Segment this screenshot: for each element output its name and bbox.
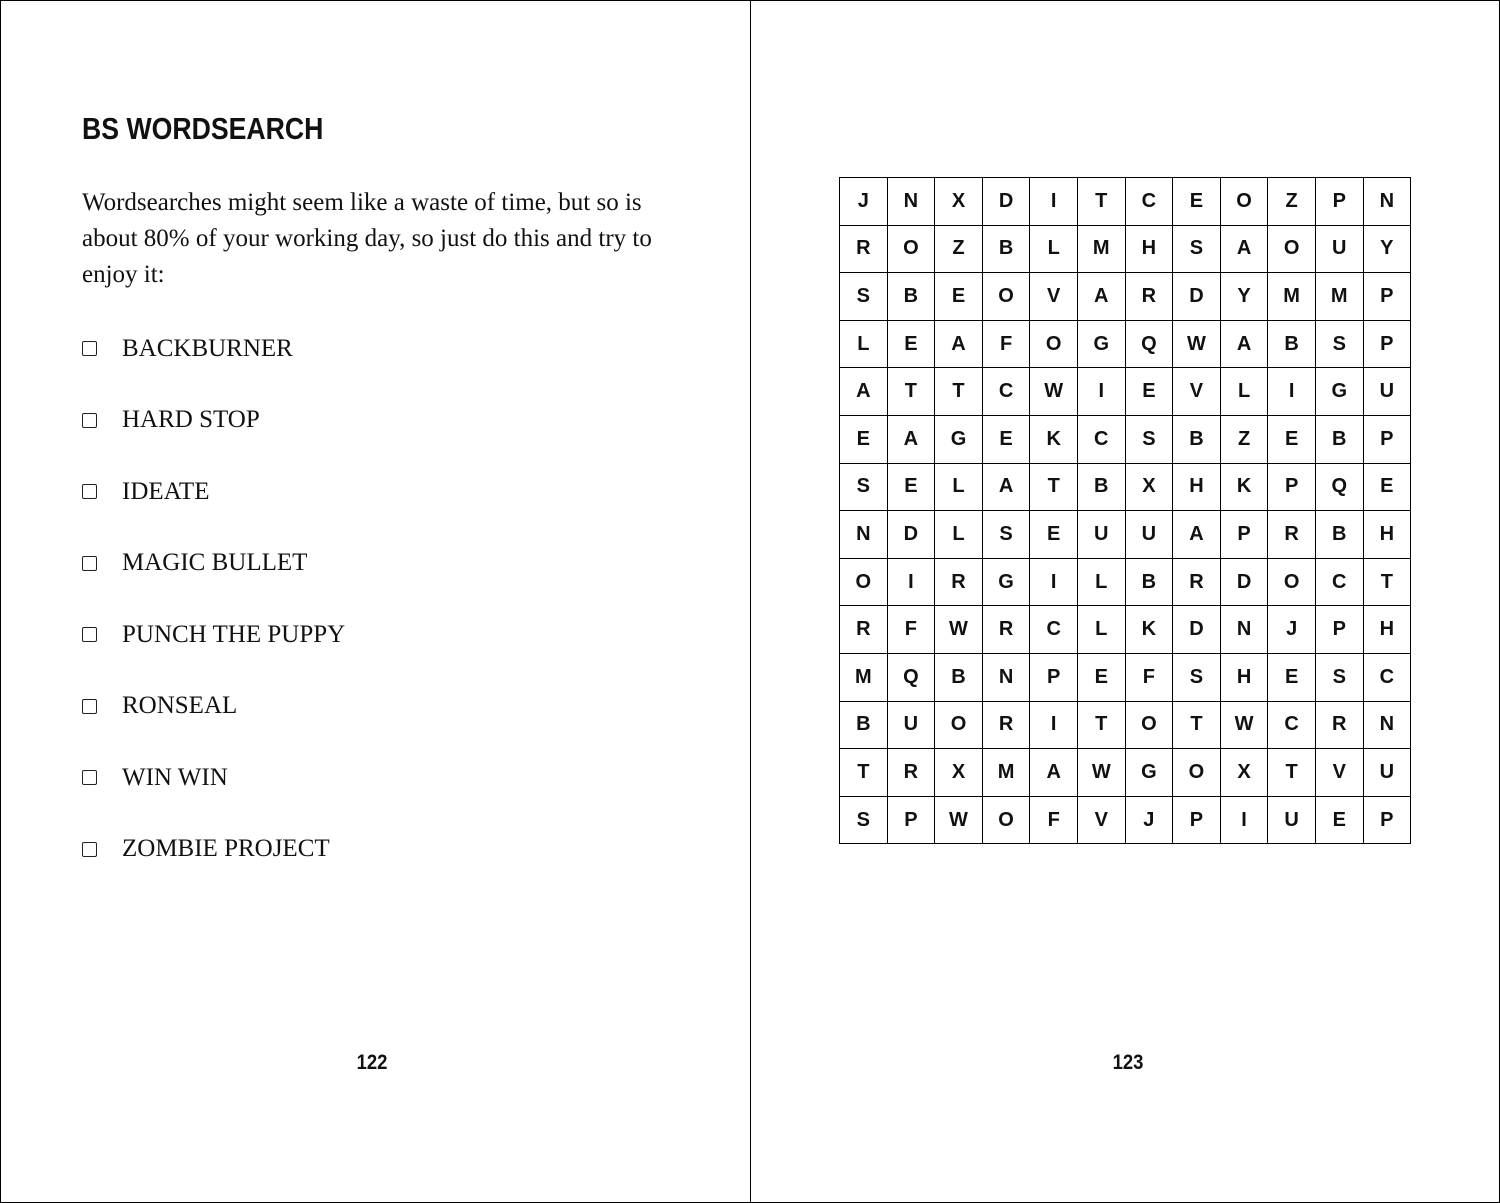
grid-cell[interactable]: L [1030,225,1078,273]
grid-cell[interactable]: L [840,320,888,368]
grid-cell[interactable]: M [982,749,1030,797]
left-page [1,1,750,1202]
intro-text: Wordsearches might seem like a waste of time, but so is about 80% of your working day, so just do this and try to enjoy it: [82,189,652,288]
grid-cell[interactable]: C [1030,606,1078,654]
grid-cell[interactable]: E [1030,511,1078,559]
grid-cell[interactable]: W [1173,320,1221,368]
grid-cell[interactable]: E [887,463,935,511]
grid-cell[interactable]: E [935,273,983,321]
grid-cell[interactable]: B [1077,463,1125,511]
grid-cell[interactable]: H [1173,463,1221,511]
grid-cell[interactable]: A [982,463,1030,511]
grid-cell[interactable]: Z [935,225,983,273]
grid-cell[interactable]: Y [1363,225,1411,273]
grid-cell[interactable]: K [1220,463,1268,511]
word-list-item [82,403,345,438]
grid-cell[interactable]: D [1173,273,1221,321]
grid-row [840,796,1411,844]
grid-cell[interactable]: N [1363,701,1411,749]
grid-cell[interactable]: B [1268,320,1316,368]
grid-cell[interactable]: E [1173,178,1221,226]
grid-cell[interactable]: E [1077,653,1125,701]
grid-cell[interactable]: O [1173,749,1221,797]
grid-cell[interactable]: A [1077,273,1125,321]
grid-cell[interactable]: Y [1220,273,1268,321]
grid-row [840,749,1411,797]
word-label: BACKBURNER [122,334,293,362]
grid-cell[interactable]: Q [1125,320,1173,368]
page-number-left: 122 [356,1051,388,1074]
grid-cell[interactable]: T [1363,558,1411,606]
checkbox-icon[interactable] [82,556,97,571]
grid-cell[interactable]: H [1220,653,1268,701]
grid-row [840,320,1411,368]
word-list-item [82,617,345,652]
grid-cell[interactable]: T [840,749,888,797]
grid-cell[interactable]: I [1077,368,1125,416]
grid-cell[interactable]: I [887,558,935,606]
grid-row [840,511,1411,559]
word-label: WIN WIN [122,763,228,791]
grid-cell[interactable]: E [887,320,935,368]
grid-cell[interactable]: W [1030,368,1078,416]
checkbox-icon[interactable] [82,413,97,428]
grid-cell[interactable]: B [1315,511,1363,559]
grid-cell[interactable]: P [1363,415,1411,463]
grid-cell[interactable]: I [1030,701,1078,749]
grid-cell[interactable]: E [982,415,1030,463]
grid-cell[interactable]: O [982,273,1030,321]
grid-cell[interactable]: N [1220,606,1268,654]
grid-cell[interactable]: A [887,415,935,463]
grid-cell[interactable]: P [1268,463,1316,511]
grid-cell[interactable]: Z [1268,178,1316,226]
grid-cell[interactable]: Q [1315,463,1363,511]
grid-cell[interactable]: T [1030,463,1078,511]
grid-cell[interactable]: S [840,463,888,511]
grid-cell[interactable]: O [1125,701,1173,749]
grid-cell[interactable]: D [982,178,1030,226]
grid-row [840,701,1411,749]
grid-cell[interactable]: G [1125,749,1173,797]
grid-cell[interactable]: P [1315,178,1363,226]
word-list [82,331,345,903]
grid-cell[interactable]: S [1173,653,1221,701]
grid-cell[interactable]: U [1363,749,1411,797]
word-list-item [82,760,345,795]
grid-cell[interactable]: A [1030,749,1078,797]
checkbox-icon[interactable] [82,627,97,642]
page-title: BS WORDSEARCH [82,111,324,146]
grid-cell[interactable]: Q [887,653,935,701]
grid-cell[interactable]: I [1268,368,1316,416]
grid-cell[interactable]: M [1268,273,1316,321]
grid-cell[interactable]: R [1173,558,1221,606]
grid-cell[interactable]: R [935,558,983,606]
grid-cell[interactable]: U [1125,511,1173,559]
grid-row [840,558,1411,606]
checkbox-icon[interactable] [82,770,97,785]
grid-cell[interactable]: L [1077,558,1125,606]
grid-cell[interactable]: A [935,320,983,368]
grid-cell[interactable]: T [1173,701,1221,749]
grid-cell[interactable]: N [887,178,935,226]
grid-cell[interactable]: W [935,606,983,654]
grid-cell[interactable]: F [1125,653,1173,701]
grid-cell[interactable]: P [1030,653,1078,701]
word-list-item [82,331,345,366]
grid-cell[interactable]: D [1173,606,1221,654]
grid-cell[interactable]: R [840,225,888,273]
grid-cell[interactable]: X [1125,463,1173,511]
grid-cell[interactable]: J [840,178,888,226]
grid-cell[interactable]: E [840,415,888,463]
grid-cell[interactable]: Z [1220,415,1268,463]
grid-cell[interactable]: R [840,606,888,654]
grid-cell[interactable]: W [1077,749,1125,797]
grid-cell[interactable]: O [982,796,1030,844]
grid-cell[interactable]: T [1077,178,1125,226]
grid-cell[interactable]: B [1125,558,1173,606]
grid-row [840,606,1411,654]
grid-cell[interactable]: K [1125,606,1173,654]
grid-cell[interactable]: B [887,273,935,321]
grid-cell[interactable]: P [1315,606,1363,654]
grid-cell[interactable]: G [935,415,983,463]
grid-row [840,415,1411,463]
grid-cell[interactable]: B [982,225,1030,273]
grid-cell[interactable]: U [1363,368,1411,416]
grid-cell[interactable]: P [1363,796,1411,844]
grid-cell[interactable]: E [1315,796,1363,844]
grid-cell[interactable]: K [1030,415,1078,463]
grid-cell[interactable]: I [1030,558,1078,606]
grid-cell[interactable]: V [1173,368,1221,416]
grid-cell[interactable]: N [982,653,1030,701]
grid-cell[interactable]: V [1030,273,1078,321]
grid-cell[interactable]: P [887,796,935,844]
word-label: HARD STOP [122,406,260,433]
word-label: RONSEAL [122,692,238,719]
word-list-item [82,546,345,581]
grid-cell[interactable]: T [1077,701,1125,749]
grid-cell[interactable]: P [1363,273,1411,321]
grid-cell[interactable]: P [1173,796,1221,844]
grid-cell[interactable]: J [1268,606,1316,654]
grid-cell[interactable]: S [840,796,888,844]
grid-cell[interactable]: B [840,701,888,749]
grid-cell[interactable]: L [1220,368,1268,416]
grid-cell[interactable]: O [1030,320,1078,368]
grid-cell[interactable]: T [1268,749,1316,797]
grid-cell[interactable]: B [1173,415,1221,463]
grid-cell[interactable]: C [1315,558,1363,606]
grid-cell[interactable]: W [935,796,983,844]
grid-cell[interactable]: B [1315,415,1363,463]
grid-cell[interactable]: S [982,511,1030,559]
grid-cell[interactable]: M [840,653,888,701]
grid-cell[interactable]: O [935,701,983,749]
grid-cell[interactable]: X [1220,749,1268,797]
checkbox-icon[interactable] [82,484,97,499]
grid-cell[interactable]: H [1125,225,1173,273]
grid-cell[interactable]: X [935,178,983,226]
grid-cell[interactable]: F [887,606,935,654]
grid-cell[interactable]: G [1077,320,1125,368]
grid-cell[interactable]: E [1268,653,1316,701]
grid-cell[interactable]: E [1125,368,1173,416]
word-label: ZOMBIE PROJECT [122,835,330,862]
grid-cell[interactable]: U [1077,511,1125,559]
grid-cell[interactable]: C [1125,178,1173,226]
grid-row [840,653,1411,701]
grid-cell[interactable]: R [982,701,1030,749]
grid-cell[interactable]: E [1268,415,1316,463]
grid-cell[interactable]: H [1363,606,1411,654]
grid-cell[interactable]: D [887,511,935,559]
word-list-item [82,689,345,724]
grid-cell[interactable]: G [1315,368,1363,416]
right-page [751,1,1499,1202]
grid-cell[interactable]: D [1220,558,1268,606]
grid-cell[interactable]: L [935,463,983,511]
grid-row [840,178,1411,226]
grid-cell[interactable]: O [840,558,888,606]
grid-cell[interactable]: R [887,749,935,797]
grid-cell[interactable]: R [1125,273,1173,321]
grid-cell[interactable]: U [1268,796,1316,844]
grid-cell[interactable]: H [1363,511,1411,559]
grid-cell[interactable]: S [1173,225,1221,273]
wordsearch-grid [839,177,1411,844]
grid-cell[interactable]: T [887,368,935,416]
grid-row [840,463,1411,511]
grid-cell[interactable]: M [1077,225,1125,273]
grid-cell[interactable]: P [1363,320,1411,368]
grid-cell[interactable]: T [935,368,983,416]
grid-row [840,225,1411,273]
grid-cell[interactable]: C [1077,415,1125,463]
grid-cell[interactable]: L [935,511,983,559]
word-label: IDEATE [122,477,210,505]
grid-cell[interactable]: J [1125,796,1173,844]
grid-cell[interactable]: V [1315,749,1363,797]
word-label: PUNCH THE PUPPY [122,620,346,648]
grid-cell[interactable]: N [1363,178,1411,226]
grid-cell[interactable]: S [1125,415,1173,463]
grid-cell[interactable]: O [1268,225,1316,273]
grid-cell[interactable]: I [1030,178,1078,226]
word-list-item [82,474,345,509]
grid-cell[interactable]: X [935,749,983,797]
grid-row [840,273,1411,321]
grid-cell[interactable]: O [887,225,935,273]
grid-cell[interactable]: E [1363,463,1411,511]
grid-cell[interactable]: F [1030,796,1078,844]
grid-cell[interactable]: R [1268,511,1316,559]
checkbox-icon[interactable] [82,842,97,857]
grid-cell[interactable]: G [982,558,1030,606]
grid-cell[interactable]: L [1077,606,1125,654]
grid-cell[interactable]: N [840,511,888,559]
grid-cell[interactable]: S [1315,653,1363,701]
grid-cell[interactable]: A [1173,511,1221,559]
grid-cell[interactable]: A [1220,320,1268,368]
grid-cell[interactable]: F [982,320,1030,368]
grid-cell[interactable]: W [1220,701,1268,749]
grid-cell[interactable]: P [1220,511,1268,559]
grid-cell[interactable]: C [982,368,1030,416]
grid-cell[interactable]: M [1315,273,1363,321]
grid-cell[interactable]: B [935,653,983,701]
word-list-item [82,832,345,867]
grid-cell[interactable]: C [1268,701,1316,749]
grid-cell[interactable]: S [1315,320,1363,368]
grid-cell[interactable]: U [1315,225,1363,273]
grid-cell[interactable]: I [1220,796,1268,844]
grid-cell[interactable]: S [840,273,888,321]
grid-cell[interactable]: C [1363,653,1411,701]
grid-cell[interactable]: U [887,701,935,749]
grid-cell[interactable]: A [840,368,888,416]
grid-cell[interactable]: R [982,606,1030,654]
grid-cell[interactable]: R [1315,701,1363,749]
page-number-right: 123 [1112,1051,1144,1074]
grid-cell[interactable]: A [1220,225,1268,273]
grid-cell[interactable]: O [1220,178,1268,226]
grid-cell[interactable]: V [1077,796,1125,844]
grid-row [840,368,1411,416]
checkbox-icon[interactable] [82,699,97,714]
grid-cell[interactable]: O [1268,558,1316,606]
checkbox-icon[interactable] [82,341,97,356]
word-label: MAGIC BULLET [122,549,308,576]
